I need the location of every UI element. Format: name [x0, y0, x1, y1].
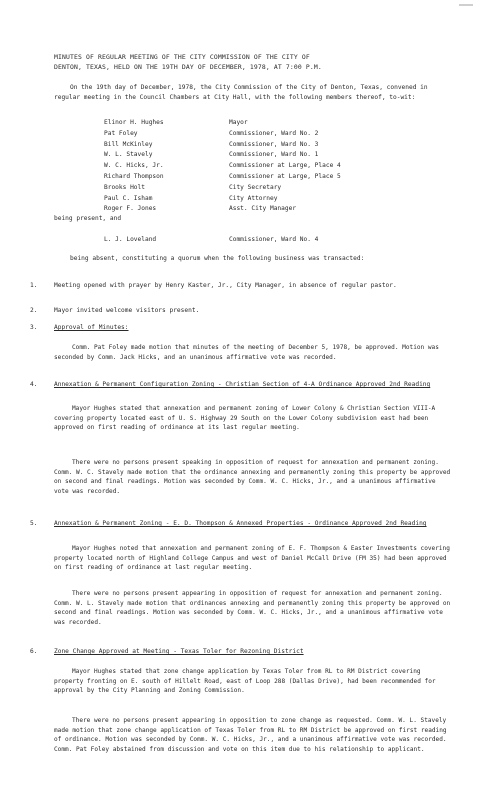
item-6-body-a: Mayor Hughes stated that zone change application by Texas Toler from RL to RM District covering property fronting on E. south of Hillelt Road, east of Loop 288 (Dallas Drive), had been recommended for approval by the City Planning and Zoning Commission.	[54, 668, 436, 694]
absent-member	[104, 235, 384, 246]
quorum-paragraph: being absent, constituting a quorum when the following business was transacted:	[70, 255, 365, 262]
attendance-roster	[104, 118, 384, 215]
minutes-title-line1: MINUTES OF REGULAR MEETING OF THE CITY COMMISSION OF THE CITY OF	[54, 53, 310, 61]
item-text: Mayor invited welcome visitors present.	[54, 307, 200, 314]
item-5-body-b: There were no persons present appearing in opposition of request for annexation and permanent zoning. Comm. W. L. Stavely made motion that ordinances annexing and permanently zoning this property be approved on second and final readings. Motion was seconded by Comm. W. C. Hicks, Jr., and a unanimous affirmative vote was recorded.	[54, 590, 451, 626]
member-role: Asst. City Manager	[229, 205, 297, 213]
member-role: City Secretary	[229, 183, 282, 191]
roster-row	[104, 140, 384, 151]
being-present-text: being present, and	[54, 215, 122, 222]
item-3-body: Comm. Pat Foley made motion that minutes of the meeting of December 5, 1978, be approved. Motion was seconded by Comm. Jack Hicks, and an unanimous affirmative vote was recorded.	[54, 344, 439, 361]
item-number: 6.	[30, 648, 38, 655]
member-name: W. C. Hicks, Jr.	[104, 162, 164, 170]
agenda-item-1	[30, 281, 455, 291]
member-role: City Attorney	[229, 194, 278, 202]
member-name: Roger F. Jones	[104, 205, 157, 213]
agenda-item-3	[30, 323, 455, 333]
item-heading: Annexation & Permanent Configuration Zoning - Christian Section of 4-A Ordinance Approved 2nd Reading	[54, 381, 431, 388]
item-number: 5.	[30, 520, 38, 527]
item-heading: Annexation & Permanent Zoning - E. D. Thompson & Annexed Properties - Ordinance Approved 2nd Reading	[54, 520, 427, 527]
roster-row	[104, 235, 384, 246]
item-number: 2.	[30, 307, 38, 314]
roster-row	[104, 172, 384, 183]
member-role: Commissioner at Large, Place 4	[229, 162, 341, 170]
member-name: W. L. Stavely	[104, 151, 153, 159]
item-4-body-a: Mayor Hughes stated that annexation and permanent zoning of Lower Colony & Christian Section VIII-A covering property located east of U. S. Highway 29 South on the Lower Colony subdivision east had been approved on first reading of ordinance at its last regular meeting.	[54, 405, 436, 431]
roster-row	[104, 161, 384, 172]
scan-mark	[459, 4, 473, 6]
minutes-title-line2: DENTON, TEXAS, HELD ON THE 19TH DAY OF DECEMBER, 1978, AT 7:00 P.M.	[54, 63, 322, 71]
agenda-item-4	[30, 380, 455, 390]
item-4-body-b: There were no persons present speaking in opposition of request for annexation and permanent zoning. Comm. W. C. Stavely made motion that the ordinance annexing and permanently zoning this property be approved on second and final readings. Motion was seconded by Comm. W. C. Hicks, Jr., and a unanimous affirmative vote was recorded.	[54, 459, 451, 495]
member-role: Commissioner, Ward No. 4	[229, 236, 319, 243]
item-number: 3.	[30, 324, 38, 331]
member-name: Richard Thompson	[104, 172, 164, 180]
item-5-body-a: Mayor Hughes noted that annexation and permanent zoning of E. F. Thompson & Easter Investments covering property located north of Highland College Campus and west of Daniel McCall Drive (FM 35) had been approved on first reading of ordinance at last regular meeting.	[54, 545, 450, 571]
item-heading: Zone Change Approved at Meeting - Texas Toler for Rezoning District	[54, 648, 304, 655]
roster-row	[104, 183, 384, 194]
member-role: Mayor	[229, 119, 248, 126]
member-name: Elinor H. Hughes	[104, 119, 164, 126]
member-role: Commissioner at Large, Place 5	[229, 172, 341, 180]
agenda-item-6	[30, 647, 455, 657]
member-name: Bill McKinley	[104, 140, 153, 148]
roster-row	[104, 118, 384, 129]
item-number: 1.	[30, 282, 38, 289]
roster-row	[104, 194, 384, 205]
member-name: Pat Foley	[104, 129, 138, 137]
roster-row	[104, 150, 384, 161]
item-text: Meeting opened with prayer by Henry Kaster, Jr., City Manager, in absence of regular pastor.	[54, 282, 397, 289]
item-number: 4.	[30, 381, 38, 388]
member-name: L. J. Loveland	[104, 236, 157, 243]
intro-paragraph: On the 19th day of December, 1978, the City Commission of the City of Denton, Texas, convened in regular meeting in the Council Chambers at City Hall, with the following members thereof, to-wit:	[54, 84, 428, 101]
member-role: Commissioner, Ward No. 1	[229, 151, 319, 159]
member-role: Commissioner, Ward No. 2	[229, 129, 319, 137]
item-6-body-b: There were no persons present appearing in opposition to zone change as requested. Comm. W. L. Stavely made motion that zone change application of Texas Toler from RL to RM District be approved on first reading of ordinance. Motion was seconded by Comm. W. C. Hicks, Jr., and a unanimous affirmative vote was recorded. Comm. Pat Foley abstained from discussion and vote on this item due to his relationship to applicant.	[54, 717, 447, 753]
roster-row	[104, 129, 384, 140]
member-name: Paul C. Isham	[104, 194, 153, 202]
agenda-item-2	[30, 306, 455, 316]
member-name: Brooks Holt	[104, 183, 145, 191]
agenda-item-5	[30, 519, 455, 529]
member-role: Commissioner, Ward No. 3	[229, 140, 319, 148]
item-heading: Approval of Minutes:	[54, 324, 129, 331]
